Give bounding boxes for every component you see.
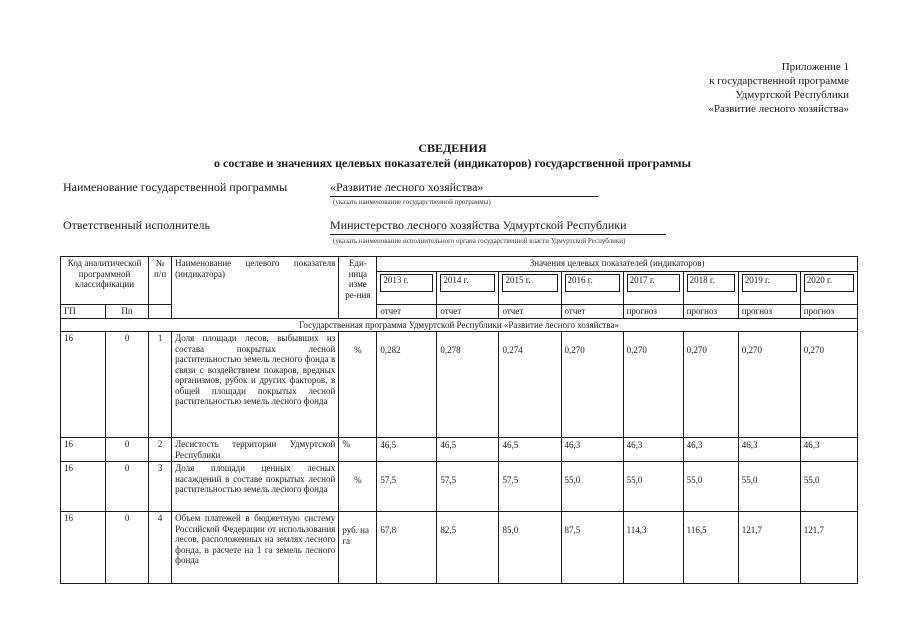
value-cell: 55,0	[623, 462, 683, 512]
executor-value: Министерство лесного хозяйства Удмуртской Республики	[330, 218, 666, 235]
status-label: отчет	[437, 305, 499, 319]
value-cell: 67,8	[377, 512, 437, 584]
gp-header: ГП	[61, 305, 106, 319]
year-cell	[437, 272, 499, 305]
value-cell: 46,3	[738, 438, 800, 462]
value-cell: 46,3	[683, 438, 738, 462]
gp-cell: 16	[61, 512, 106, 584]
indicators-table	[60, 256, 858, 584]
num-header-blank	[149, 305, 172, 319]
value-cell: 55,0	[738, 462, 800, 512]
year-label: 2019 г.	[742, 274, 797, 292]
value-cell: 57,5	[377, 462, 437, 512]
value-cell: 0,270	[683, 332, 738, 438]
document-subtitle: о составе и значениях целевых показателей (индикаторов) государственной программы	[214, 156, 691, 170]
appendix-line: Удмуртской Республики	[735, 89, 849, 101]
year-cell	[377, 272, 437, 305]
table-row	[61, 462, 858, 512]
value-cell: 55,0	[561, 462, 623, 512]
year-label: 2014 г.	[440, 274, 495, 292]
executor-hint: (указать наименование исполнительного органа государственной власти Удмуртской Республики)	[333, 237, 626, 245]
year-label: 2016 г.	[565, 274, 620, 292]
pp-header: Пп	[106, 305, 149, 319]
gp-cell: 16	[61, 462, 106, 512]
unit-cell: %	[339, 438, 377, 462]
value-cell: 87,5	[561, 512, 623, 584]
program-value: «Развитие лесного хозяйства»	[330, 180, 598, 197]
value-cell: 121,7	[800, 512, 857, 584]
year-label: 2017 г.	[627, 274, 680, 292]
value-cell: 46,3	[561, 438, 623, 462]
value-cell: 46,5	[377, 438, 437, 462]
value-cell: 46,5	[437, 438, 499, 462]
unit-cell: руб. на га	[339, 512, 377, 584]
table-row	[61, 512, 858, 584]
gp-cell: 16	[61, 332, 106, 438]
table-row	[61, 332, 858, 438]
value-cell: 85,0	[499, 512, 561, 584]
status-label: отчет	[499, 305, 561, 319]
value-cell: 0,270	[800, 332, 857, 438]
value-cell: 0,282	[377, 332, 437, 438]
num-cell: 3	[149, 462, 172, 512]
num-header: № п/п	[149, 257, 172, 305]
value-cell: 46,3	[623, 438, 683, 462]
table-row	[61, 438, 858, 462]
status-label: прогноз	[800, 305, 857, 319]
value-cell: 0,270	[738, 332, 800, 438]
value-cell: 0,270	[561, 332, 623, 438]
value-cell: 121,7	[738, 512, 800, 584]
num-cell: 4	[149, 512, 172, 584]
code-header: Код аналитической программной классификации	[61, 257, 149, 305]
pp-cell: 0	[106, 462, 149, 512]
executor-label: Ответственный исполнитель	[63, 218, 210, 232]
unit-cell: %	[339, 332, 377, 438]
year-label: 2013 г.	[380, 274, 433, 292]
appendix-line: Приложение 1	[781, 61, 849, 73]
year-cell	[623, 272, 683, 305]
indicator-name: Доля площади ценных лесных насаждений в составе покрытых лесной растительностью земель лесного фонда	[172, 462, 339, 512]
pp-cell: 0	[106, 512, 149, 584]
indicator-name: Лесистость территории Удмуртской Республики	[172, 438, 339, 462]
document-heading	[0, 141, 905, 171]
value-cell: 0,270	[623, 332, 683, 438]
appendix-line: к государственной программе	[709, 75, 849, 87]
status-label: отчет	[561, 305, 623, 319]
appendix-line: «Развитие лесного хозяйства»	[708, 103, 849, 115]
section-row: Государственная программа Удмуртской Республики «Развитие лесного хозяйства»	[61, 318, 858, 332]
value-cell: 0,274	[499, 332, 561, 438]
name-header: Наименование целевого показателя (индикатора)	[172, 257, 339, 319]
pp-cell: 0	[106, 332, 149, 438]
values-header: Значения целевых показателей (индикаторов)	[377, 257, 858, 272]
value-cell: 46,3	[800, 438, 857, 462]
value-cell: 46,5	[499, 438, 561, 462]
year-label: 2020 г.	[804, 274, 854, 292]
year-label: 2018 г.	[687, 274, 735, 292]
unit-header: Еди-ница изме ре-ния	[339, 257, 377, 319]
program-label: Наименование государственной программы	[63, 180, 288, 194]
year-label: 2015 г.	[502, 274, 557, 292]
year-cell	[738, 272, 800, 305]
year-cell	[800, 272, 857, 305]
value-cell: 55,0	[683, 462, 738, 512]
value-cell: 57,5	[499, 462, 561, 512]
value-cell: 116,5	[683, 512, 738, 584]
value-cell: 82,5	[437, 512, 499, 584]
year-cell	[683, 272, 738, 305]
status-label: прогноз	[683, 305, 738, 319]
num-cell: 2	[149, 438, 172, 462]
program-hint: (указать наименование государственной программы)	[333, 198, 491, 206]
indicator-name: Объем платежей в бюджетную систему Российской Федерации от использования лесов, расположенных на землях лесного фонда, в расчете на 1 га земель лесного фонда	[172, 512, 339, 584]
year-cell	[561, 272, 623, 305]
status-label: прогноз	[738, 305, 800, 319]
gp-cell: 16	[61, 438, 106, 462]
appendix-block	[708, 60, 849, 116]
year-cell	[499, 272, 561, 305]
value-cell: 57,5	[437, 462, 499, 512]
status-label: прогноз	[623, 305, 683, 319]
indicator-name: Доля площади лесов, выбывших из состава покрытых лесной растительностью земель лесного фонда в связи с воздействием пожаров, вредных организмов, рубок и других факторов, в общей площади покрытых лесной растительностью земель лесного фонда	[172, 332, 339, 438]
status-label: отчет	[377, 305, 437, 319]
pp-cell: 0	[106, 438, 149, 462]
value-cell: 114,3	[623, 512, 683, 584]
value-cell: 55,0	[800, 462, 857, 512]
document-title: СВЕДЕНИЯ	[418, 141, 487, 155]
unit-cell: %	[339, 462, 377, 512]
value-cell: 0,278	[437, 332, 499, 438]
num-cell: 1	[149, 332, 172, 438]
